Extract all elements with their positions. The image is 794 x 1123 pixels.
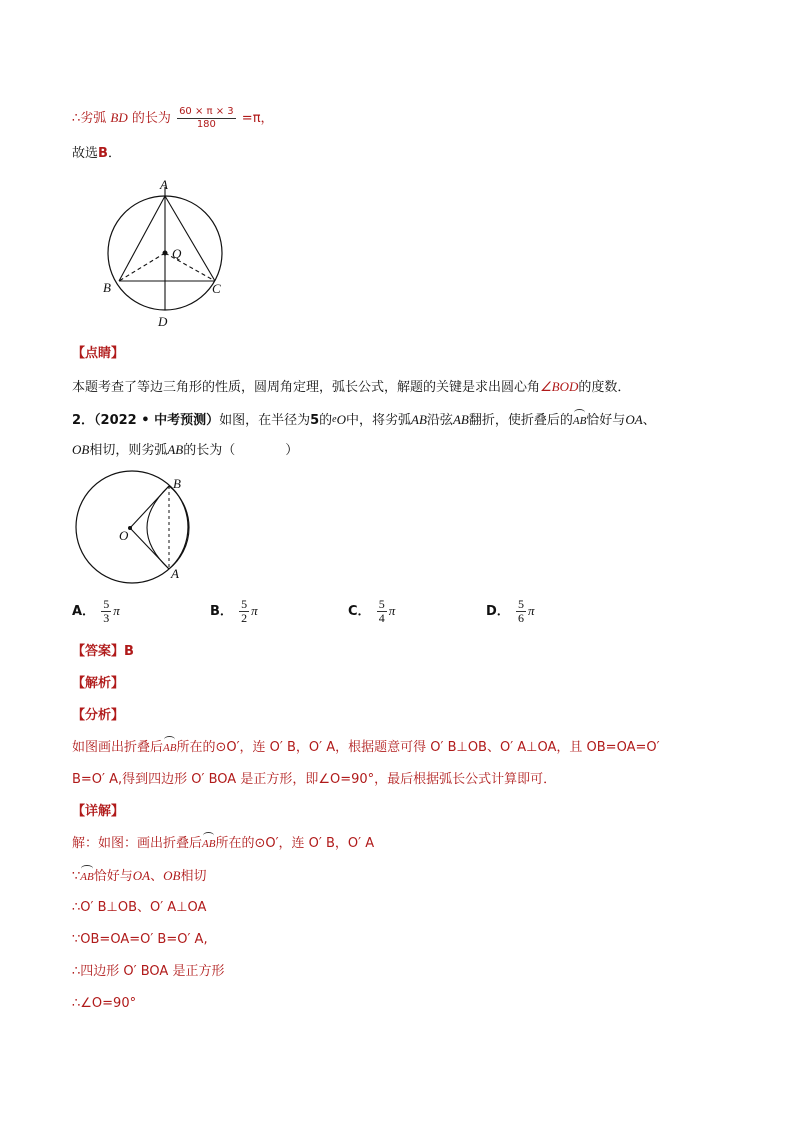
xiangjie-line-1: 解：如图：画出折叠后AB所在的⊙O′，连 O′ B，O′ A (72, 834, 374, 854)
label-d: D (158, 314, 168, 329)
option-letter: B． (210, 604, 233, 619)
xiangjie-line-4: ∵OB=OA=O′ B=O′ A, (72, 932, 208, 947)
text: 如图，在半径为 (219, 413, 311, 428)
question-2-line-1: 2．（2022 • 中考预测）如图，在半径为5的eO中，将劣弧AB沿弦AB翻折，使折叠后的AB恰好与OA、 (72, 410, 656, 431)
fraction: $\frac{5}{2}$ (241, 597, 248, 625)
xiangjie-line-6: ∴∠O=90° (72, 996, 137, 1011)
folded-arc-figure (70, 470, 200, 585)
arc-ab-symbol: AB (573, 411, 586, 431)
answer-value: B (124, 644, 134, 659)
fenxi-line-2: B=O′ A,得到四边形 O′ BOA 是正方形，即∠O=90°，最后根据弧长公式计算即可． (72, 772, 557, 787)
option-d[interactable]: D． $\frac{5}{6}$ π (486, 597, 535, 625)
angle-bod: ∠BOD (540, 379, 579, 394)
text: 的度数． (578, 380, 631, 395)
xiangjie-line-5: ∴四边形 O′ BOA 是正方形 (72, 964, 225, 979)
label-b: B (103, 280, 111, 295)
fraction: $\frac{5}{3}$ (103, 597, 110, 625)
arc-ab-symbol: AB (80, 867, 93, 887)
fraction (177, 106, 236, 131)
triangle-circle-figure (95, 175, 240, 330)
fraction-numerator: 60 × π × 3 (179, 106, 234, 117)
dianjing-heading: 【点睛】 (72, 346, 125, 361)
label-a: A (160, 177, 168, 192)
fraction: $\frac{5}{4}$ (378, 597, 385, 625)
xiangjie-heading: 【详解】 (72, 804, 125, 819)
text: ． (107, 146, 121, 161)
xiangjie-line-3: ∴O′ B⊥OB、O′ A⊥OA (72, 900, 207, 915)
arc-length-line (72, 106, 274, 131)
label-c: C (212, 281, 221, 296)
option-a[interactable]: A． $\frac{5}{3}$ π (72, 597, 120, 625)
fraction-denominator: 180 (196, 119, 216, 130)
question-number: 2． (72, 413, 95, 428)
jiexi-heading: 【解析】 (72, 676, 125, 691)
label-o: O (119, 528, 129, 543)
option-letter: C． (348, 604, 371, 619)
fraction: $\frac{5}{6}$ (517, 597, 524, 625)
text: ∴劣弧 (72, 111, 107, 126)
chosen-answer: B (98, 146, 108, 161)
question-source: （2022 • 中考预测） (94, 413, 220, 428)
text: 本题考查了等边三角形的性质，圆周角定理，弧长公式，解题的关键是求出圆心角 (72, 380, 541, 395)
option-b[interactable]: B． $\frac{5}{2}$ π (210, 597, 258, 625)
label-a: A (171, 566, 179, 581)
label-q: Q (172, 246, 182, 261)
answer-heading: 【答案】 (72, 644, 125, 659)
text: =π， (241, 111, 274, 126)
answer-line (72, 642, 134, 662)
xiangjie-line-2: ∵AB恰好与OA、OB相切 (72, 866, 206, 887)
variable-bd: BD (110, 110, 128, 125)
arc-ab-symbol: AB (202, 834, 215, 854)
option-letter: D． (486, 604, 510, 619)
question-2-line-2: OB相切，则劣弧AB的长为（ ） (72, 442, 299, 458)
option-c[interactable]: C． $\frac{5}{4}$ π (348, 597, 396, 625)
dianjing-text (72, 377, 630, 398)
fenxi-heading: 【分析】 (72, 708, 125, 723)
text: 的长为 (131, 111, 171, 126)
label-b: B (173, 476, 181, 491)
option-letter: A． (72, 604, 96, 619)
choice-line (72, 144, 121, 164)
arc-ab-symbol: AB (163, 738, 176, 758)
fenxi-line-1: 如图画出折叠后AB所在的⊙O′，连 O′ B，O′ A，根据题意可得 O′ B⊥OB、O′ A⊥OA，且 OB=OA=O′ (72, 738, 660, 758)
text: 故选 (72, 146, 99, 161)
